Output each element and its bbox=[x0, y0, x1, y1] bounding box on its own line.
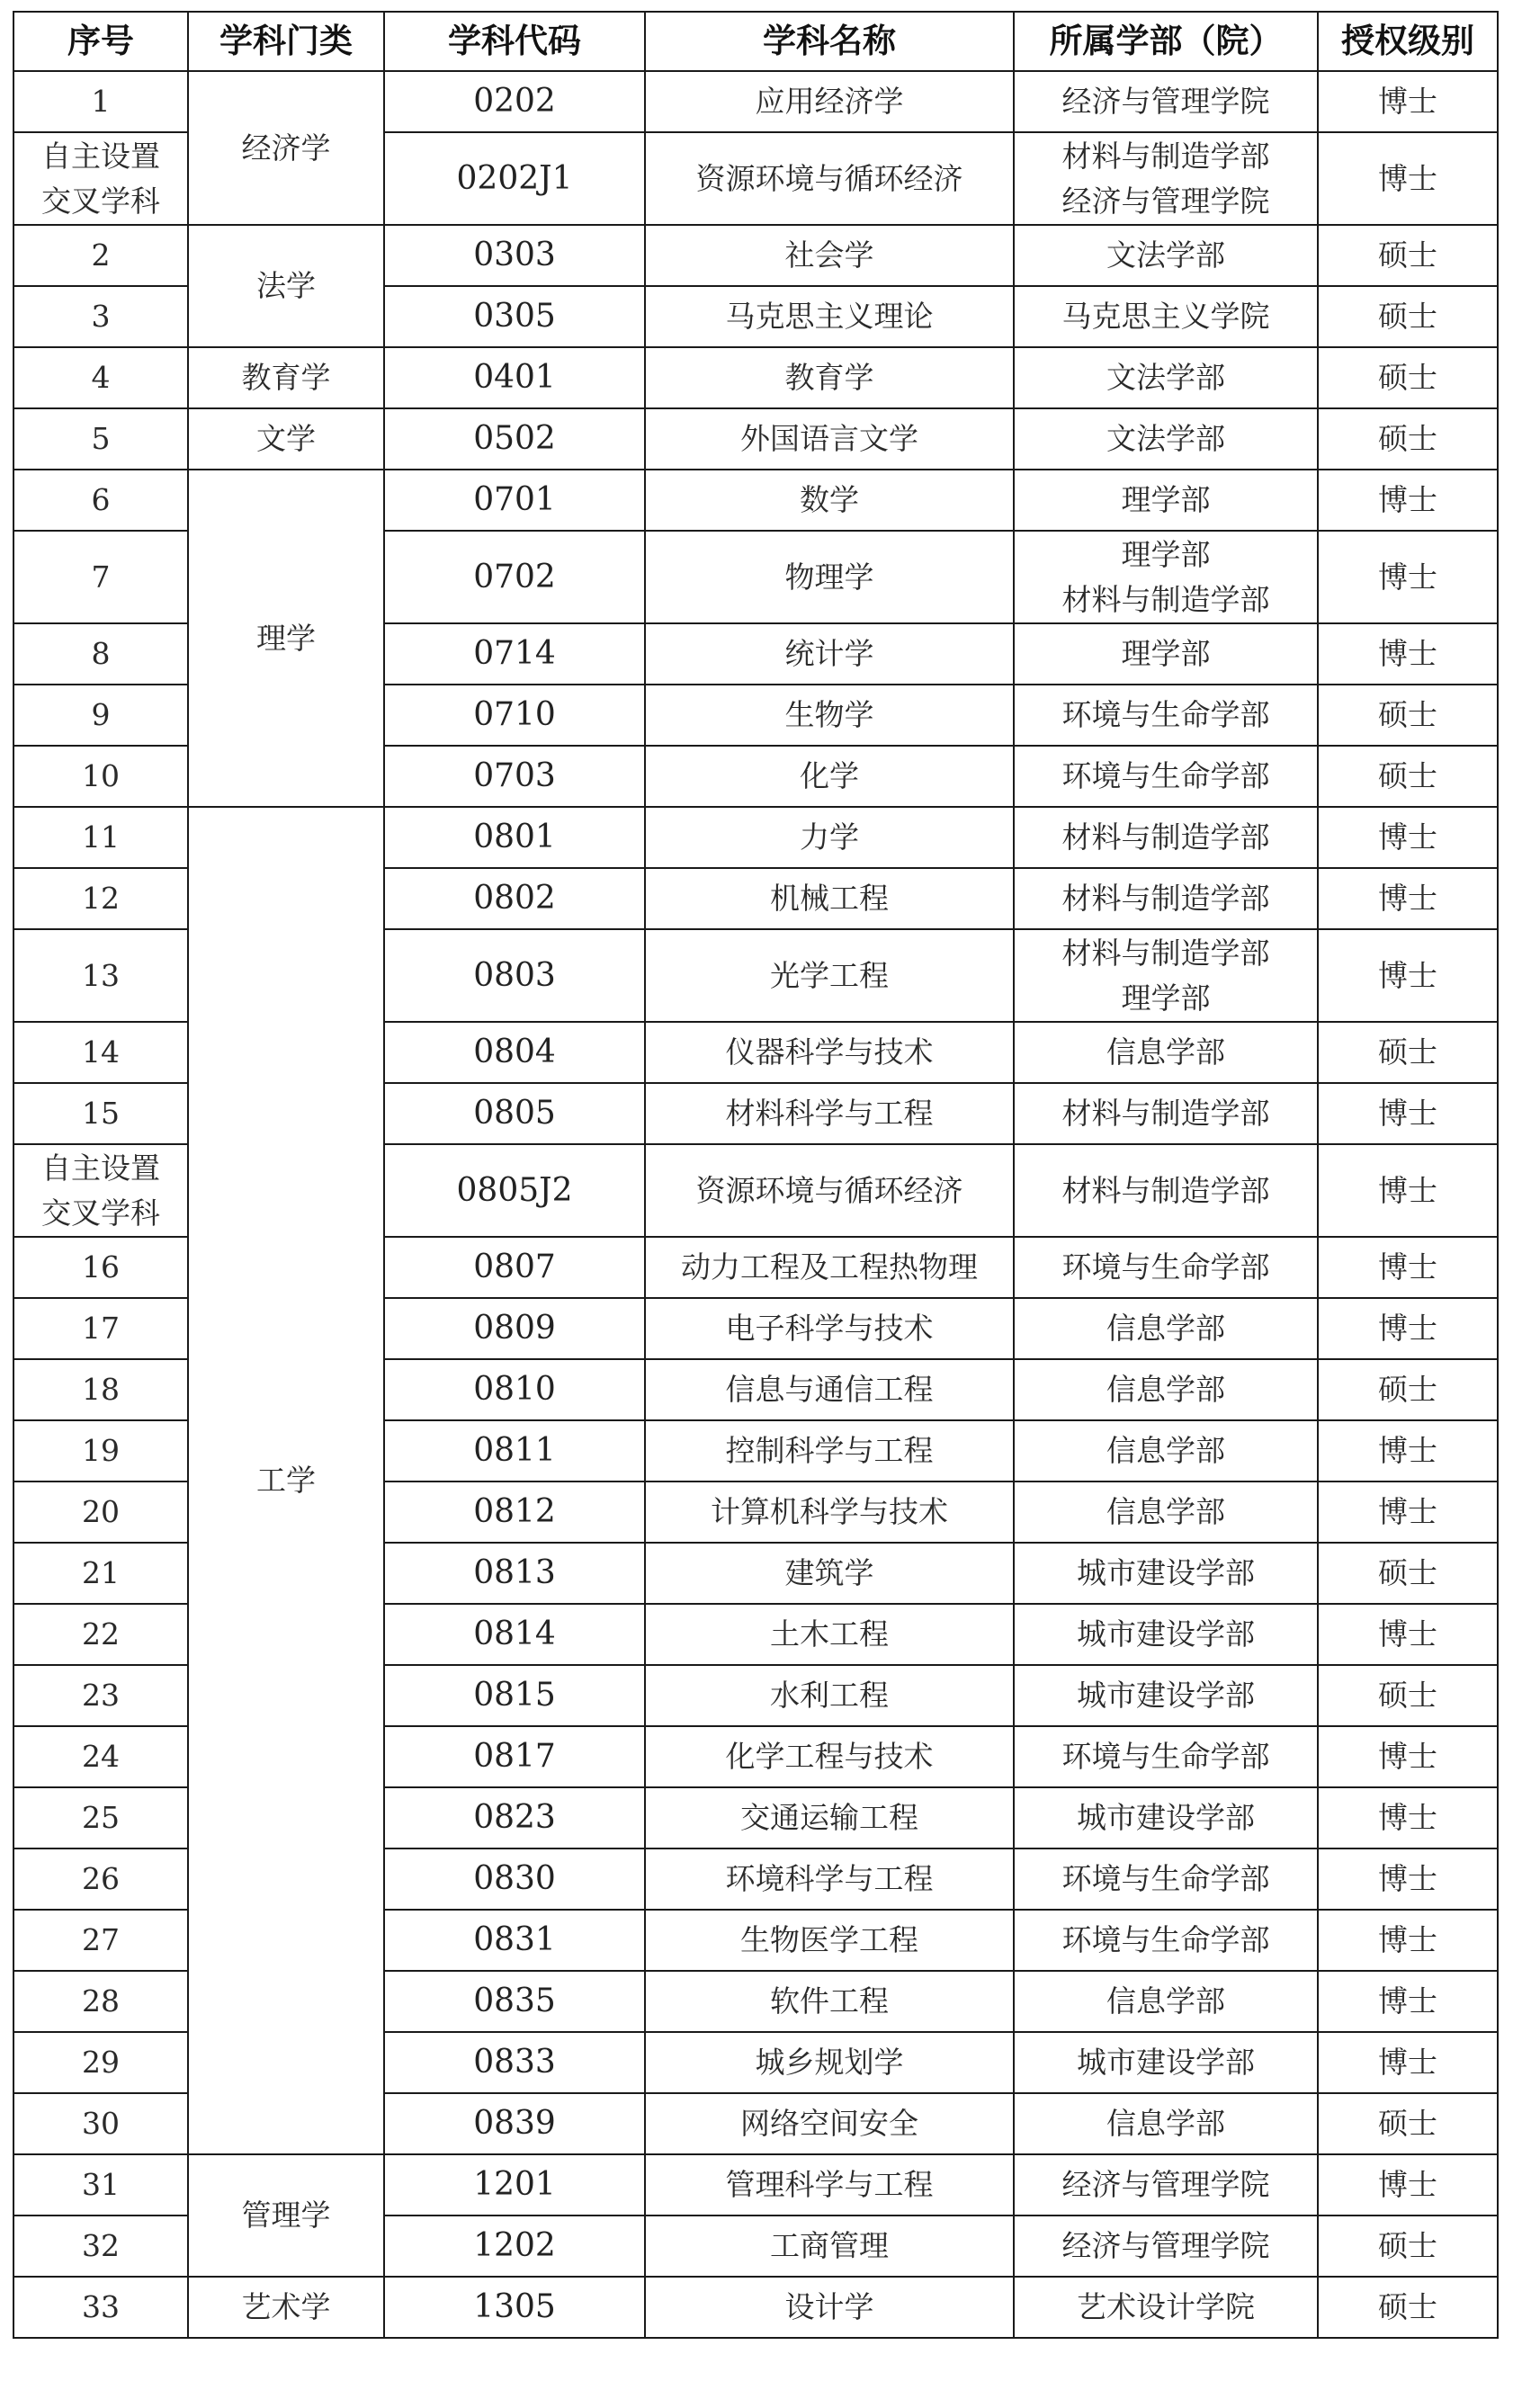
cell-name: 工商管理 bbox=[645, 2216, 1014, 2277]
cell-category: 经济学 bbox=[188, 71, 384, 225]
cell-level: 博士 bbox=[1318, 1910, 1498, 1971]
cell-name: 资源环境与循环经济 bbox=[645, 132, 1014, 225]
cell-code: 0835 bbox=[384, 1971, 645, 2032]
cell-seq: 32 bbox=[13, 2216, 188, 2277]
cell-code: 0833 bbox=[384, 2032, 645, 2093]
cell-department: 城市建设学部 bbox=[1014, 2032, 1318, 2093]
cell-code: 0811 bbox=[384, 1420, 645, 1482]
cell-code: 0502 bbox=[384, 408, 645, 470]
table-row bbox=[13, 2154, 1498, 2216]
cell-department: 城市建设学部 bbox=[1014, 1604, 1318, 1665]
cell-department: 环境与生命学部 bbox=[1014, 685, 1318, 746]
cell-name: 管理科学与工程 bbox=[645, 2154, 1014, 2216]
cell-department: 材料与制造学部 bbox=[1014, 807, 1318, 868]
cell-department: 信息学部 bbox=[1014, 2093, 1318, 2154]
cell-level: 博士 bbox=[1318, 1298, 1498, 1359]
cell-level: 博士 bbox=[1318, 929, 1498, 1022]
cell-level: 硕士 bbox=[1318, 2216, 1498, 2277]
cell-seq: 17 bbox=[13, 1298, 188, 1359]
discipline-table bbox=[13, 11, 1499, 2339]
cell-name: 计算机科学与技术 bbox=[645, 1482, 1014, 1543]
cell-department: 环境与生命学部 bbox=[1014, 746, 1318, 807]
cell-code: 0714 bbox=[384, 623, 645, 685]
table-row bbox=[13, 807, 1498, 868]
cell-seq: 5 bbox=[13, 408, 188, 470]
cell-name: 建筑学 bbox=[645, 1543, 1014, 1604]
cell-department: 城市建设学部 bbox=[1014, 1665, 1318, 1726]
cell-code: 1201 bbox=[384, 2154, 645, 2216]
cell-level: 博士 bbox=[1318, 470, 1498, 531]
cell-name: 物理学 bbox=[645, 531, 1014, 623]
cell-name: 生物学 bbox=[645, 685, 1014, 746]
cell-name: 教育学 bbox=[645, 347, 1014, 408]
cell-level: 博士 bbox=[1318, 1787, 1498, 1849]
cell-code: 0815 bbox=[384, 1665, 645, 1726]
cell-code: 0805J2 bbox=[384, 1144, 645, 1237]
cell-category: 法学 bbox=[188, 225, 384, 347]
header-level: 授权级别 bbox=[1318, 12, 1498, 71]
cell-name: 应用经济学 bbox=[645, 71, 1014, 132]
cell-name: 动力工程及工程热物理 bbox=[645, 1237, 1014, 1298]
cell-category: 管理学 bbox=[188, 2154, 384, 2277]
cell-seq: 19 bbox=[13, 1420, 188, 1482]
cell-seq: 2 bbox=[13, 225, 188, 286]
cell-seq: 28 bbox=[13, 1971, 188, 2032]
cell-level: 博士 bbox=[1318, 1971, 1498, 2032]
cell-seq: 26 bbox=[13, 1849, 188, 1910]
cell-department: 环境与生命学部 bbox=[1014, 1726, 1318, 1787]
header-category: 学科门类 bbox=[188, 12, 384, 71]
cell-level: 硕士 bbox=[1318, 2093, 1498, 2154]
table-row bbox=[13, 2277, 1498, 2338]
cell-department: 环境与生命学部 bbox=[1014, 1849, 1318, 1910]
cell-name: 化学 bbox=[645, 746, 1014, 807]
cell-department: 艺术设计学院 bbox=[1014, 2277, 1318, 2338]
cell-category: 工学 bbox=[188, 807, 384, 2154]
cell-level: 硕士 bbox=[1318, 225, 1498, 286]
cell-code: 0812 bbox=[384, 1482, 645, 1543]
cell-department: 理学部 材料与制造学部 bbox=[1014, 531, 1318, 623]
cell-name: 水利工程 bbox=[645, 1665, 1014, 1726]
cell-level: 博士 bbox=[1318, 623, 1498, 685]
cell-code: 0701 bbox=[384, 470, 645, 531]
cell-department: 信息学部 bbox=[1014, 1022, 1318, 1083]
cell-seq: 1 bbox=[13, 71, 188, 132]
cell-department: 材料与制造学部 经济与管理学院 bbox=[1014, 132, 1318, 225]
cell-code: 0303 bbox=[384, 225, 645, 286]
cell-code: 0801 bbox=[384, 807, 645, 868]
cell-seq: 27 bbox=[13, 1910, 188, 1971]
cell-name: 化学工程与技术 bbox=[645, 1726, 1014, 1787]
cell-level: 博士 bbox=[1318, 1083, 1498, 1144]
cell-seq: 22 bbox=[13, 1604, 188, 1665]
cell-level: 博士 bbox=[1318, 1482, 1498, 1543]
cell-seq: 23 bbox=[13, 1665, 188, 1726]
cell-seq: 16 bbox=[13, 1237, 188, 1298]
cell-category: 文学 bbox=[188, 408, 384, 470]
cell-code: 0202 bbox=[384, 71, 645, 132]
cell-category: 艺术学 bbox=[188, 2277, 384, 2338]
table-row bbox=[13, 470, 1498, 531]
cell-code: 1202 bbox=[384, 2216, 645, 2277]
cell-code: 0401 bbox=[384, 347, 645, 408]
cell-level: 硕士 bbox=[1318, 685, 1498, 746]
cell-department: 城市建设学部 bbox=[1014, 1787, 1318, 1849]
cell-department: 理学部 bbox=[1014, 623, 1318, 685]
cell-level: 博士 bbox=[1318, 2032, 1498, 2093]
cell-department: 文法学部 bbox=[1014, 225, 1318, 286]
cell-department: 材料与制造学部 bbox=[1014, 1083, 1318, 1144]
cell-seq: 8 bbox=[13, 623, 188, 685]
cell-seq: 10 bbox=[13, 746, 188, 807]
cell-code: 1305 bbox=[384, 2277, 645, 2338]
header-code: 学科代码 bbox=[384, 12, 645, 71]
cell-level: 硕士 bbox=[1318, 746, 1498, 807]
cell-name: 数学 bbox=[645, 470, 1014, 531]
cell-seq: 自主设置 交叉学科 bbox=[13, 132, 188, 225]
cell-name: 资源环境与循环经济 bbox=[645, 1144, 1014, 1237]
cell-level: 硕士 bbox=[1318, 347, 1498, 408]
cell-department: 材料与制造学部 理学部 bbox=[1014, 929, 1318, 1022]
discipline-table-sheet bbox=[13, 11, 1497, 2339]
header-department: 所属学部（院） bbox=[1014, 12, 1318, 71]
cell-code: 0823 bbox=[384, 1787, 645, 1849]
cell-level: 博士 bbox=[1318, 1726, 1498, 1787]
cell-department: 环境与生命学部 bbox=[1014, 1237, 1318, 1298]
cell-name: 土木工程 bbox=[645, 1604, 1014, 1665]
cell-name: 马克思主义理论 bbox=[645, 286, 1014, 347]
cell-level: 博士 bbox=[1318, 1420, 1498, 1482]
cell-code: 0710 bbox=[384, 685, 645, 746]
cell-name: 网络空间安全 bbox=[645, 2093, 1014, 2154]
cell-code: 0809 bbox=[384, 1298, 645, 1359]
cell-seq: 29 bbox=[13, 2032, 188, 2093]
cell-name: 外国语言文学 bbox=[645, 408, 1014, 470]
cell-level: 博士 bbox=[1318, 132, 1498, 225]
cell-name: 生物医学工程 bbox=[645, 1910, 1014, 1971]
cell-level: 博士 bbox=[1318, 1604, 1498, 1665]
cell-department: 材料与制造学部 bbox=[1014, 868, 1318, 929]
cell-seq: 13 bbox=[13, 929, 188, 1022]
cell-code: 0813 bbox=[384, 1543, 645, 1604]
cell-code: 0831 bbox=[384, 1910, 645, 1971]
header-seq: 序号 bbox=[13, 12, 188, 71]
cell-department: 信息学部 bbox=[1014, 1298, 1318, 1359]
table-row bbox=[13, 71, 1498, 132]
header-name: 学科名称 bbox=[645, 12, 1014, 71]
cell-code: 0202J1 bbox=[384, 132, 645, 225]
cell-level: 博士 bbox=[1318, 71, 1498, 132]
cell-name: 社会学 bbox=[645, 225, 1014, 286]
cell-code: 0830 bbox=[384, 1849, 645, 1910]
cell-department: 城市建设学部 bbox=[1014, 1543, 1318, 1604]
cell-code: 0802 bbox=[384, 868, 645, 929]
cell-code: 0804 bbox=[384, 1022, 645, 1083]
cell-level: 博士 bbox=[1318, 2154, 1498, 2216]
cell-seq: 14 bbox=[13, 1022, 188, 1083]
cell-code: 0703 bbox=[384, 746, 645, 807]
cell-level: 博士 bbox=[1318, 807, 1498, 868]
cell-code: 0803 bbox=[384, 929, 645, 1022]
cell-seq: 31 bbox=[13, 2154, 188, 2216]
cell-department: 信息学部 bbox=[1014, 1420, 1318, 1482]
cell-name: 材料科学与工程 bbox=[645, 1083, 1014, 1144]
table-row bbox=[13, 225, 1498, 286]
cell-name: 控制科学与工程 bbox=[645, 1420, 1014, 1482]
cell-name: 交通运输工程 bbox=[645, 1787, 1014, 1849]
cell-name: 设计学 bbox=[645, 2277, 1014, 2338]
cell-code: 0814 bbox=[384, 1604, 645, 1665]
cell-level: 博士 bbox=[1318, 1237, 1498, 1298]
cell-name: 城乡规划学 bbox=[645, 2032, 1014, 2093]
cell-seq: 6 bbox=[13, 470, 188, 531]
cell-department: 理学部 bbox=[1014, 470, 1318, 531]
cell-name: 光学工程 bbox=[645, 929, 1014, 1022]
cell-code: 0702 bbox=[384, 531, 645, 623]
cell-level: 博士 bbox=[1318, 1144, 1498, 1237]
cell-seq: 4 bbox=[13, 347, 188, 408]
cell-name: 仪器科学与技术 bbox=[645, 1022, 1014, 1083]
cell-seq: 自主设置 交叉学科 bbox=[13, 1144, 188, 1237]
cell-code: 0839 bbox=[384, 2093, 645, 2154]
cell-department: 经济与管理学院 bbox=[1014, 2216, 1318, 2277]
cell-name: 信息与通信工程 bbox=[645, 1359, 1014, 1420]
cell-level: 硕士 bbox=[1318, 1359, 1498, 1420]
cell-seq: 12 bbox=[13, 868, 188, 929]
cell-seq: 15 bbox=[13, 1083, 188, 1144]
cell-level: 硕士 bbox=[1318, 1665, 1498, 1726]
cell-department: 经济与管理学院 bbox=[1014, 2154, 1318, 2216]
cell-code: 0305 bbox=[384, 286, 645, 347]
cell-name: 统计学 bbox=[645, 623, 1014, 685]
cell-department: 信息学部 bbox=[1014, 1482, 1318, 1543]
cell-level: 硕士 bbox=[1318, 1022, 1498, 1083]
cell-department: 经济与管理学院 bbox=[1014, 71, 1318, 132]
cell-seq: 7 bbox=[13, 531, 188, 623]
cell-name: 电子科学与技术 bbox=[645, 1298, 1014, 1359]
cell-seq: 20 bbox=[13, 1482, 188, 1543]
header-row bbox=[13, 12, 1498, 71]
cell-seq: 25 bbox=[13, 1787, 188, 1849]
cell-seq: 24 bbox=[13, 1726, 188, 1787]
cell-seq: 33 bbox=[13, 2277, 188, 2338]
cell-name: 软件工程 bbox=[645, 1971, 1014, 2032]
cell-department: 文法学部 bbox=[1014, 408, 1318, 470]
cell-code: 0817 bbox=[384, 1726, 645, 1787]
cell-department: 材料与制造学部 bbox=[1014, 1144, 1318, 1237]
cell-seq: 9 bbox=[13, 685, 188, 746]
cell-level: 硕士 bbox=[1318, 1543, 1498, 1604]
cell-level: 博士 bbox=[1318, 531, 1498, 623]
cell-department: 文法学部 bbox=[1014, 347, 1318, 408]
cell-seq: 3 bbox=[13, 286, 188, 347]
cell-level: 硕士 bbox=[1318, 408, 1498, 470]
cell-seq: 30 bbox=[13, 2093, 188, 2154]
cell-level: 硕士 bbox=[1318, 286, 1498, 347]
cell-code: 0810 bbox=[384, 1359, 645, 1420]
cell-name: 环境科学与工程 bbox=[645, 1849, 1014, 1910]
cell-category: 理学 bbox=[188, 470, 384, 807]
cell-department: 马克思主义学院 bbox=[1014, 286, 1318, 347]
cell-department: 信息学部 bbox=[1014, 1359, 1318, 1420]
table-row bbox=[13, 347, 1498, 408]
cell-department: 信息学部 bbox=[1014, 1971, 1318, 2032]
cell-category: 教育学 bbox=[188, 347, 384, 408]
cell-seq: 11 bbox=[13, 807, 188, 868]
cell-level: 硕士 bbox=[1318, 2277, 1498, 2338]
cell-level: 博士 bbox=[1318, 1849, 1498, 1910]
cell-name: 力学 bbox=[645, 807, 1014, 868]
cell-seq: 21 bbox=[13, 1543, 188, 1604]
cell-level: 博士 bbox=[1318, 868, 1498, 929]
table-row bbox=[13, 408, 1498, 470]
cell-department: 环境与生命学部 bbox=[1014, 1910, 1318, 1971]
cell-seq: 18 bbox=[13, 1359, 188, 1420]
cell-name: 机械工程 bbox=[645, 868, 1014, 929]
cell-code: 0807 bbox=[384, 1237, 645, 1298]
cell-code: 0805 bbox=[384, 1083, 645, 1144]
